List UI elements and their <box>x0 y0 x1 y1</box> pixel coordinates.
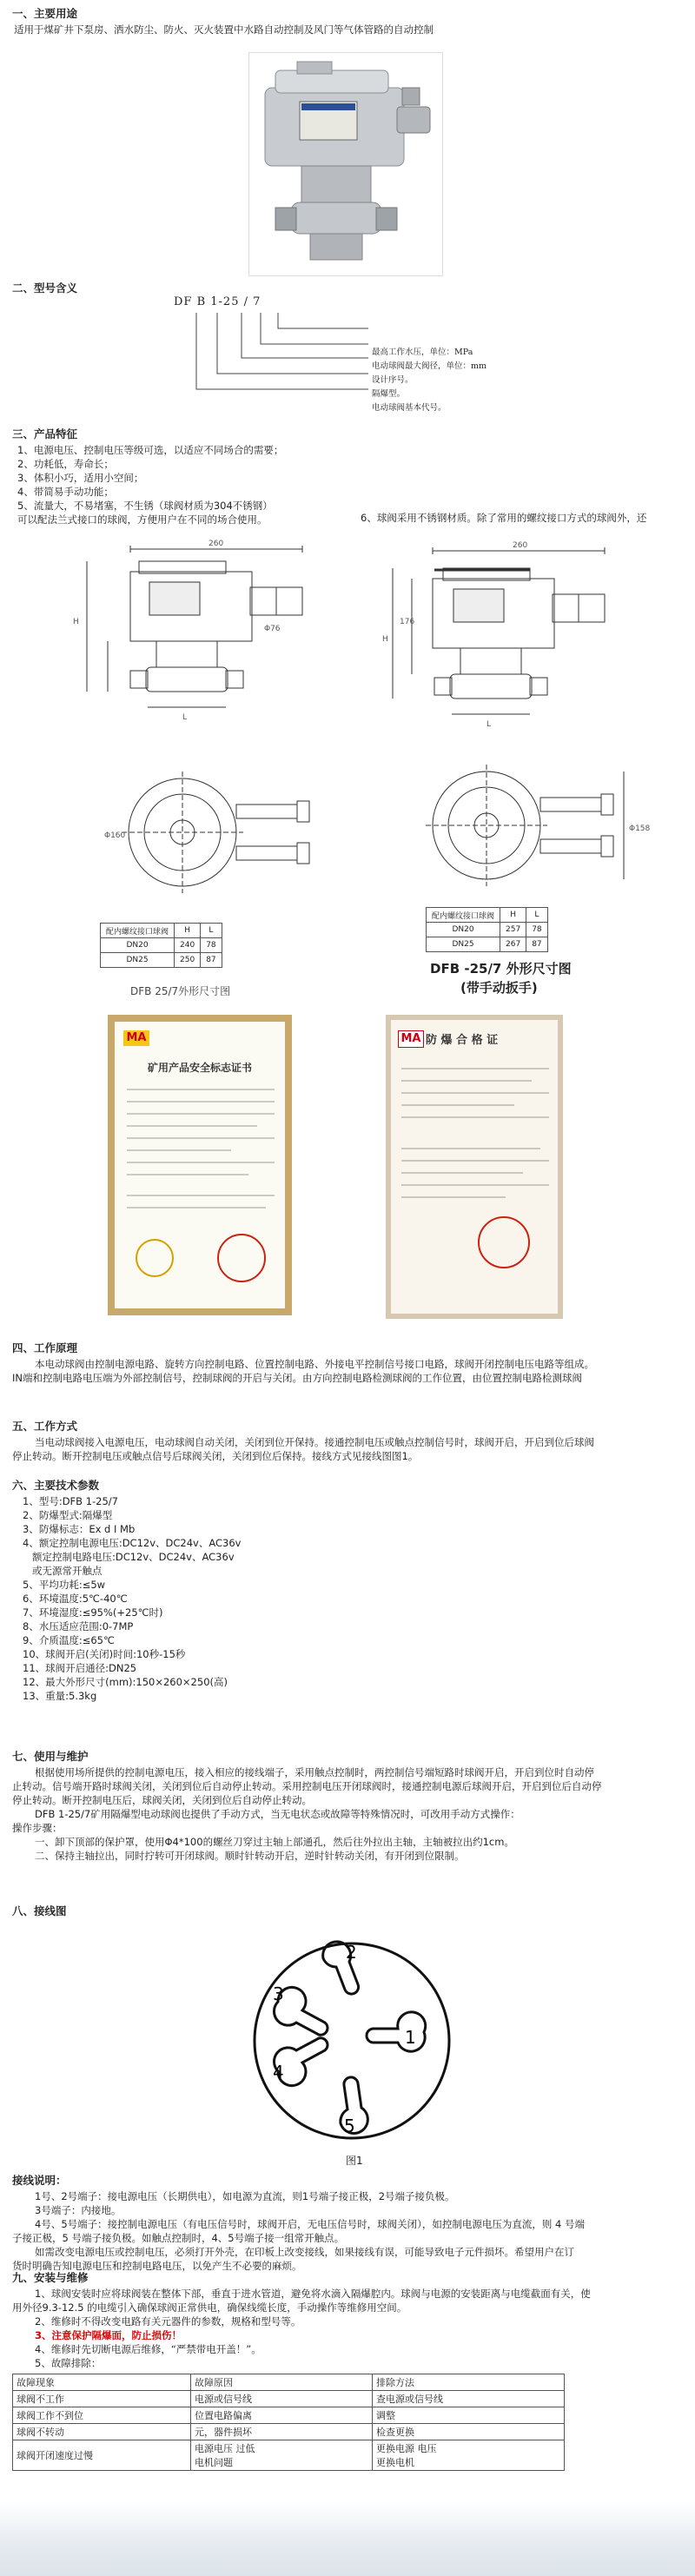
param-item: 8、水压适应范围:0-7MP <box>23 1620 134 1632</box>
param-item: 3、防爆标志：Ex d I Mb <box>23 1523 136 1535</box>
section-tech-params <box>12 1477 686 1703</box>
param-item: 额定控制电路电压:DC12v、DC24v、AC36v <box>23 1551 235 1563</box>
seal-icon <box>136 1239 174 1277</box>
certificate-explosion-proof <box>386 1015 563 1319</box>
stamp-icon <box>478 1216 530 1268</box>
dim-label: 260 <box>208 540 224 548</box>
paragraph-line: 4、维修时先切断电源后维修，“严禁带电开盖！”。 <box>35 2343 261 2355</box>
section-title: 二、型号含义 <box>12 281 78 295</box>
paragraph-line: 一、卸下顶部的保护罩，使用Φ4*100的螺丝刀穿过主轴上部通孔，然后往外拉出主轴，主轴被拉出约1cm。 <box>35 1836 514 1848</box>
legend-item: 电动球阀最大阀径，单位：mm <box>372 361 487 371</box>
section-principle <box>12 1340 686 1385</box>
param-item: 2、防爆型式:隔爆型 <box>23 1509 113 1521</box>
ma-logo: MA <box>398 1030 424 1048</box>
cert-text-lines <box>401 1062 549 1235</box>
section-working-mode <box>12 1418 686 1463</box>
dim-label: Φ160 <box>104 831 126 840</box>
table-header-row <box>13 2374 565 2391</box>
table-row: DN25 250 87 <box>101 953 222 968</box>
paragraph-line: 3号端子：内接地。 <box>35 2204 122 2216</box>
param-item: 9、介质温度:≤65℃ <box>23 1634 115 1646</box>
section-text: 适用于煤矿井下泵房、洒水防尘、防火、灭火装置中水路自动控制及风门等气体管路的自动控制 <box>14 23 434 36</box>
param-item: 或无源常开触点 <box>23 1565 103 1577</box>
feature-item: 3、体积小巧，适用小空间； <box>17 472 144 484</box>
dim-label: H <box>382 635 388 644</box>
dim-label: L <box>182 713 188 722</box>
table-row: DN20 257 78 <box>427 923 548 937</box>
paragraph-line: 停止转动。断开控制电压后，球阀关闭，关闭到位后自动停止转动。 <box>12 1794 312 1806</box>
table-header: L <box>526 908 547 923</box>
param-item: 10、球阀开启(关闭)时间:10秒-15秒 <box>23 1648 186 1660</box>
section-install-repair <box>12 2269 686 2370</box>
connector-diagram <box>243 1932 460 2149</box>
table-header: H <box>500 908 526 923</box>
legend-item: 隔爆型。 <box>372 389 406 399</box>
param-item: 13、重量:5.3kg <box>23 1690 97 1702</box>
paragraph-line: 当电动球阀接入电源电压，电动球阀自动关闭，关闭到位开保持。接通控制电压或触点控制信号时，球阀开启，开启到位后球阀 <box>35 1436 594 1448</box>
paragraph-line: 如需改变电源电压或控制电压，必须打开外壳，在印板上改变接线，如果接线有误，可能导致电子元件损坏。希望用户在订 <box>35 2246 574 2258</box>
table-row: DN25 267 87 <box>427 937 548 952</box>
paragraph-line: 用外径9.3-12.5 的电缆引入确保球阀正常供电，确保线缆长度，手动操作等维修用空间。 <box>12 2301 407 2314</box>
figure-caption: 图1 <box>346 2155 363 2167</box>
feature-item-6: 6、球阀采用不锈钢材质。除了常用的螺纹接口方式的球阀外，还 <box>361 512 647 524</box>
table-header: 配内螺纹接口球阀 <box>101 924 175 938</box>
paragraph-line: 操作步骤： <box>12 1822 63 1834</box>
model-legend <box>372 346 486 415</box>
table-header: 故障现象 <box>13 2374 191 2391</box>
param-item: 4、额定控制电源电压:DC12v、DC24v、AC36v <box>23 1537 242 1549</box>
fault-table <box>12 2374 565 2471</box>
section-title: 三、产品特征 <box>12 427 78 440</box>
cert-title: 防 爆 合 格 证 <box>426 1034 499 1047</box>
page-footer-gradient <box>0 2502 695 2576</box>
param-item: 11、球阀开启通径:DN25 <box>23 1662 137 1674</box>
legend-item: 设计序号。 <box>372 375 414 385</box>
section-title: 一、主要用途 <box>12 7 78 20</box>
drawing-left-top <box>104 771 348 902</box>
drawing-right <box>382 537 660 780</box>
model-code: DF B 1-25 / 7 <box>174 295 261 308</box>
drawing-caption-sub: (带手动扳手) <box>460 980 538 996</box>
stamp-icon <box>217 1234 266 1282</box>
table-row: 球阀不工作 电源或信号线 查电源或信号线 <box>13 2391 565 2407</box>
drawing-right-top <box>408 765 652 895</box>
paragraph-line: 1、球阀安装时应将球阀装在整体下部，垂直于进水管道，避免将水滴入隔爆腔内。球阀与电源的安装距离与电缆截面有关，使 <box>35 2288 591 2300</box>
pin-label: 1 <box>405 2027 416 2048</box>
section-model <box>12 280 686 297</box>
warning-line: 3、注意保护隔爆面，防止损伤！ <box>35 2329 182 2341</box>
drawing-caption: DFB 25/7外形尺寸图 <box>130 985 231 997</box>
pin-label: 4 <box>273 2062 284 2083</box>
paragraph-line: 停止转动。断开控制电压或触点信号后球阀关闭，关闭到位后保持。接线方式见接线图图1。 <box>12 1450 419 1462</box>
feature-item: 可以配法兰式接口的球阀，方便用户在不同的场合使用。 <box>17 513 268 526</box>
certificate-safety <box>108 1015 292 1315</box>
pin-label: 3 <box>273 1983 284 2004</box>
dim-label: Φ76 <box>264 625 281 633</box>
paragraph-line: IN端和控制电路电压端为外部控制信号，控制球阀的开启与关闭。由方向控制电路检测球阀的工作位置，由位置控制电路检测球阀 <box>12 1372 582 1384</box>
section-title: 九、安装与维修 <box>12 2271 89 2284</box>
section-wiring-diagram <box>12 1903 686 1920</box>
legend-item: 电动球阀基本代号。 <box>372 403 447 413</box>
feature-item: 1、电源电压、控制电压等级可选，以适应不同场合的需要； <box>17 444 284 456</box>
paragraph-line: 二、保持主轴拉出，同时拧转可开闭球阀。顺时针转动开启，逆时针转动关闭，有开闭到位限制。 <box>35 1850 465 1862</box>
param-item: 12、最大外形尺寸(mm):150×260×250(高) <box>23 1676 228 1688</box>
pin-label: 5 <box>344 2116 355 2136</box>
product-photo <box>248 52 443 276</box>
feature-item: 2、功耗低，寿命长； <box>17 458 114 470</box>
paragraph-line: 止转动。信号端开路时球阀关闭，关闭到位后自动停止转动。采用控制电压开闭球阀时，接通控制电源后球阀开启，开启到位后自动停 <box>12 1780 602 1792</box>
paragraph-line: 5、故障排除： <box>35 2357 102 2369</box>
table-header: L <box>201 924 222 938</box>
feature-item: 4、带简易手动功能； <box>17 486 114 498</box>
param-item: 5、平均功耗:≤5w <box>23 1579 106 1591</box>
dim-label: H <box>73 618 79 626</box>
dim-label: 260 <box>513 541 528 550</box>
feature-item: 5、流量大，不易堵塞，不生锈（球阀材质为304不锈钢） <box>17 500 273 512</box>
cert-text-lines <box>127 1083 275 1222</box>
cert-title: 矿用产品安全标志证书 <box>147 1062 252 1074</box>
section-title: 接线说明： <box>12 2174 67 2187</box>
table-row: DN20 240 78 <box>101 938 222 953</box>
paragraph-line: 根据使用场所提供的控制电源电压，接入相应的接线端子，采用触点控制时，两控制信号端短路时球阀开启，开启到位时自动停 <box>35 1766 594 1778</box>
paragraph-line: 子接正极，5 号端子接负极。如触点控制时，4、5号端子接一组常开触点。 <box>12 2232 345 2244</box>
table-header: 故障原因 <box>191 2374 373 2391</box>
section-title: 六、主要技术参数 <box>12 1479 100 1492</box>
paragraph-line: 货时明确告知电源电压和控制电路电压，以免产生不必要的麻烦。 <box>12 2260 302 2272</box>
section-title: 八、接线图 <box>12 1904 67 1917</box>
paragraph-line: 4号、5号端子：接控制电源电压（有电压信号时，球阀开启，无电压信号时，球阀关闭），如控制电源电压为直流，则 4 号端 <box>35 2218 586 2230</box>
table-row: 球阀工作不到位 位置电路偏离 调整 <box>13 2407 565 2424</box>
ma-logo: MA <box>123 1030 149 1046</box>
paragraph-line: 1号、2号端子：接电源电压（长期供电），如电源为直流，则1号端子接正极，2号端子接负极。 <box>35 2190 455 2202</box>
dim-label: L <box>486 720 492 729</box>
spec-table-left <box>100 923 222 968</box>
paragraph-line: 本电动球阀由控制电源电路、旋转方向控制电路、位置控制电路、外接电平控制信号接口电路，球阀开闭控制电压电路等组成。 <box>35 1358 594 1370</box>
section-wiring-notes <box>12 2172 686 2273</box>
section-usage-maintenance <box>12 1748 686 1863</box>
spec-table-right <box>426 907 548 952</box>
drawing-left <box>70 537 330 780</box>
dim-label: Φ158 <box>629 824 651 833</box>
table-row: 球阀开闭速度过慢 电源电压 过低 电机问题 更换电源 电压 更换电机 <box>13 2440 565 2471</box>
param-item: 1、型号:DFB 1-25/7 <box>23 1495 118 1507</box>
section-title: 七、使用与维护 <box>12 1750 89 1763</box>
drawing-caption: DFB -25/7 外形尺寸图 <box>430 961 572 977</box>
param-item: 6、环境温度:5℃-40℃ <box>23 1593 128 1605</box>
pin-label: 2 <box>346 1942 357 1963</box>
section-usage <box>12 5 686 36</box>
legend-item: 最高工作水压，单位：MPa <box>372 348 473 357</box>
table-header: 排除方法 <box>373 2374 565 2391</box>
section-title: 五、工作方式 <box>12 1420 78 1433</box>
dim-label: 176 <box>400 618 415 626</box>
paragraph-line: DFB 1-25/7矿用隔爆型电动球阀也提供了手动方式，当无电状态或故障等特殊情况时，可改用手动方式操作： <box>35 1808 520 1820</box>
section-title: 四、工作原理 <box>12 1341 78 1354</box>
table-header: 配内螺纹接口球阀 <box>427 908 500 923</box>
table-header: H <box>175 924 201 938</box>
paragraph-line: 2、维修时不得改变电路有关元器件的参数，规格和型号等。 <box>35 2315 301 2328</box>
table-row: 球阀不转动 元，器件损坏 检查更换 <box>13 2424 565 2440</box>
param-item: 7、环境湿度:≤95%(+25℃时) <box>23 1606 163 1619</box>
model-brackets <box>174 309 382 405</box>
